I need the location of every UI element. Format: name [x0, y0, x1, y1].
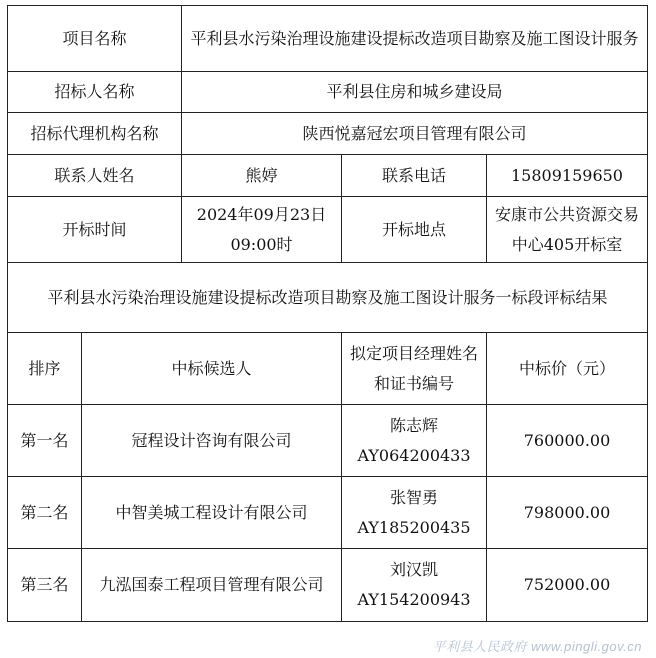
row-opening — [8, 197, 648, 263]
open-place-label: 开标地点 — [342, 197, 487, 263]
contact-label: 联系人姓名 — [8, 155, 182, 197]
header-manager: 拟定项目经理姓名和证书编号 — [342, 333, 487, 405]
header-rank: 排序 — [8, 333, 82, 405]
price-cell: 752000.00 — [487, 549, 648, 622]
row-contact — [8, 155, 648, 197]
price-cell: 760000.00 — [487, 405, 648, 477]
candidate-cell: 中智美城工程设计有限公司 — [82, 477, 342, 549]
tender-result-table — [7, 5, 648, 622]
open-place-value: 安康市公共资源交易中心405开标室 — [487, 197, 648, 263]
table-row — [8, 549, 648, 622]
agency-value: 陕西悦嘉冠宏项目管理有限公司 — [182, 113, 648, 155]
candidate-cell: 冠程设计咨询有限公司 — [82, 405, 342, 477]
rank-cell: 第一名 — [8, 405, 82, 477]
rank-cell: 第三名 — [8, 549, 82, 622]
agency-label: 招标代理机构名称 — [8, 113, 182, 155]
header-price: 中标价（元） — [487, 333, 648, 405]
open-time-label: 开标时间 — [8, 197, 182, 263]
tenderer-value: 平利县住房和城乡建设局 — [182, 72, 648, 113]
project-name-value: 平利县水污染治理设施建设提标改造项目勘察及施工图设计服务 — [182, 6, 648, 72]
manager-cell: 刘汉凯 AY154200943 — [342, 549, 487, 622]
candidate-cell: 九泓国泰工程项目管理有限公司 — [82, 549, 342, 622]
row-result-header — [8, 333, 648, 405]
project-name-label: 项目名称 — [8, 6, 182, 72]
row-project-name — [8, 6, 648, 72]
result-title: 平利县水污染治理设施建设提标改造项目勘察及施工图设计服务一标段评标结果 — [8, 263, 648, 333]
tenderer-label: 招标人名称 — [8, 72, 182, 113]
site-watermark: 平利县人民政府 www.pingli.gov.cn — [432, 639, 642, 654]
rank-cell: 第二名 — [8, 477, 82, 549]
price-cell: 798000.00 — [487, 477, 648, 549]
header-candidate: 中标候选人 — [82, 333, 342, 405]
contact-value: 熊婷 — [182, 155, 342, 197]
phone-label: 联系电话 — [342, 155, 487, 197]
row-agency — [8, 113, 648, 155]
table-row — [8, 405, 648, 477]
table-row — [8, 477, 648, 549]
manager-cell: 陈志辉 AY064200433 — [342, 405, 487, 477]
row-result-title — [8, 263, 648, 333]
manager-cell: 张智勇 AY185200435 — [342, 477, 487, 549]
phone-value: 15809159650 — [487, 155, 648, 197]
open-time-value: 2024年09月23日09:00时 — [182, 197, 342, 263]
row-tenderer — [8, 72, 648, 113]
